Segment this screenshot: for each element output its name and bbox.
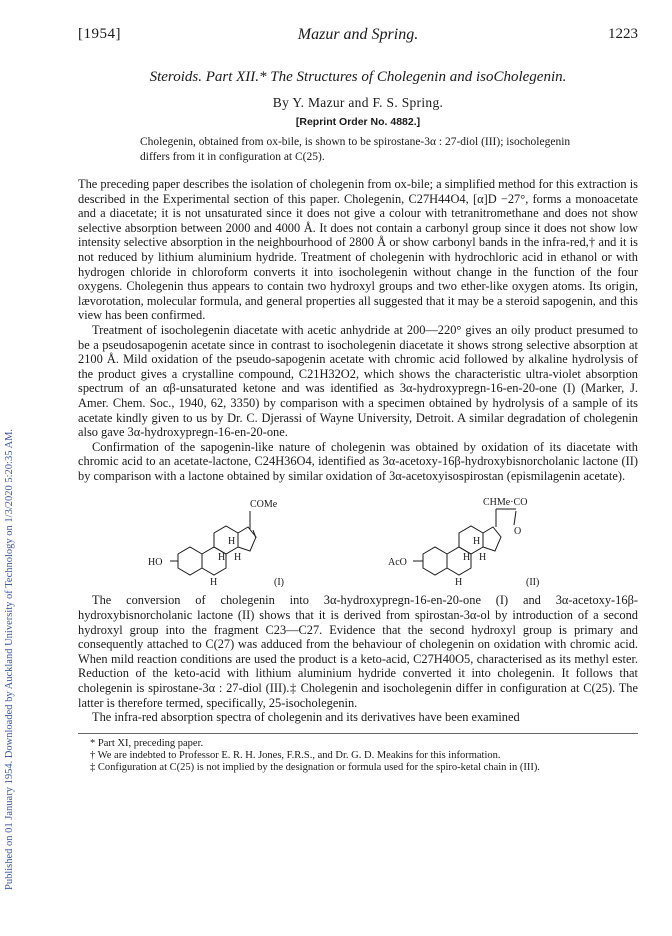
ring-a bbox=[178, 547, 202, 575]
footnote: † We are indebted to Professor E. R. H. Jones, F.R.S., and Dr. G. D. Meakins for this information. bbox=[90, 749, 501, 761]
footnote: ‡ Configuration at C(25) is not implied by the designation or formula used for the spiro-ketal chain in (III). bbox=[90, 761, 540, 773]
structure-diagrams bbox=[78, 489, 638, 589]
article-authors: By Y. Mazur and F. S. Spring. bbox=[272, 95, 444, 110]
paragraph: The conversion of cholegenin into 3α-hydroxypregn-16-en-20-one (I) and 3α-acetoxy-16β-hydroxybisnorcholanic lactone (II) shows that it is derived from spirostan-3α-ol by introduction of a second hydroxyl group into the fragment C23—C27. Evidence that the second hydroxyl group is primary and consequently attached to C(27) was adduced from the behaviour of cholegenin on oxidation with chromic acid. When mild reaction conditions are used the product is a keto-acid, C27H40O5, characterised as its methyl ester. Reduction of the keto-acid with lithium aluminium hydride converted it into cholegenin. It follows that cholegenin is spirostane-3α : 27-diol (III).‡ Cholegenin and isocholegenin differ in configuration at C(25). The latter is therefore termed, specifically, 25-isocholegenin. bbox=[78, 593, 638, 710]
mol2-compound-label: (II) bbox=[526, 577, 540, 589]
mol2-ring-oxygen: O bbox=[514, 526, 522, 538]
mol1-compound-label: (I) bbox=[274, 577, 284, 589]
page-number: 1223 bbox=[608, 26, 638, 42]
reprint-order: [Reprint Order No. 4882.] bbox=[295, 116, 421, 128]
structure-figure bbox=[78, 489, 638, 589]
mol1-h-label: H bbox=[234, 552, 242, 564]
mol2-substituent: CHMe·CO bbox=[483, 497, 528, 509]
article-title: Steroids. Part XII.* The Structures of Cholegenin and isoCholegenin. bbox=[149, 69, 567, 85]
download-watermark-text: Published on 01 January 1954. Downloaded by Auckland University of Technology on 1/3/2020 5:20:35 AM. bbox=[4, 428, 15, 890]
footnote: * Part XI, preceding paper. bbox=[90, 737, 204, 749]
running-header bbox=[78, 26, 638, 48]
abstract: Cholegenin, obtained from ox-bile, is shown to be spirostane-3α : 27-diol (III); isocholegenin differs from it in configuration at C(25). bbox=[140, 136, 571, 163]
footnotes bbox=[78, 733, 638, 774]
mol2-aco-label: AcO bbox=[388, 557, 407, 569]
mol2-h-label: H bbox=[463, 552, 471, 564]
paragraph: Confirmation of the sapogenin-like nature of cholegenin was obtained by oxidation of its diacetate with chromic acid to an acetate-lactone, C24H36O4, identified as 3α-acetoxy-16β-hydroxybisnorcholanic lactone (II) by comparison with a lactone obtained by similar oxidation of 3α-acetoxyisospirostan (epismilagenin acetate). bbox=[78, 439, 638, 483]
mol2-h-label: H bbox=[479, 552, 487, 564]
ring-a bbox=[423, 547, 447, 575]
paragraph: Treatment of isocholegenin diacetate with acetic anhydride at 200—220° gives an oily product presumed to be a pseudosapogenin acetate since in contrast to isocholegenin diacetate it shows strong selective absorption at 2100 Å. Mild oxidation of the pseudo-sapogenin acetate with chromic acid followed by alkaline hydrolysis of the product gives a crystalline compound, C21H32O2, which shows the characteristic ultra-violet absorption spectrum of an αβ-unsaturated ketone and was identified as 3α-hydroxypregn-16-en-20-one (I) (Marker, J. Amer. Chem. Soc., 1940, 62, 3350) by comparison with a specimen obtained by hydrolysis of a sample of its acetate kindly given to us by Dr. C. Djerassi of Wayne University, Detroit. A similar degradation of cholegenin also gave 3α-hydroxypregn-16-en-20-one. bbox=[78, 322, 638, 440]
journal-page bbox=[78, 26, 638, 774]
running-title: Mazur and Spring. bbox=[297, 26, 419, 43]
mol1-substituent: COMe bbox=[250, 499, 278, 511]
paragraph: The preceding paper describes the isolation of cholegenin from ox-bile; a simplified method for this extraction is described in the Experimental section of this paper. Cholegenin, C27H44O4, [α]D −27°, forms a monoacetate and a diacetate; it is not unsaturated since it does not give a colour with tetranitromethane and does not show selective absorption between 2000 and 4000 Å. It does not contain a carbonyl group since it does not show low intensity selective absorption in the neighbourhood of 2800 Å or show carbonyl bands in the infra-red,† and it is not reduced by lithium aluminium hydride. Treatment of cholegenin with hydrochloric acid in ethanol or with hydrogen chloride in chloroform converts it into isocholegenin without change in the function of the four oxygens. Cholegenin thus appears to contain two hydroxyl groups and two ether-like oxygen atoms. Its origin, lævorotation, molecular formula, and general properties all suggested that it may be a steroid sapogenin, and this view has been confirmed. bbox=[78, 177, 638, 323]
mol1-h-label: H bbox=[228, 536, 236, 548]
paragraph: The infra-red absorption spectra of cholegenin and its derivatives have been examined bbox=[92, 710, 520, 725]
journal-year: [1954] bbox=[78, 26, 121, 42]
mol1-h-label: H bbox=[210, 577, 218, 589]
mol1-h-label: H bbox=[218, 552, 226, 564]
mol2-h-label: H bbox=[455, 577, 463, 589]
mol1-ho-label: HO bbox=[148, 557, 163, 569]
lactone-bond bbox=[514, 511, 516, 525]
download-watermark bbox=[2, 90, 18, 890]
article-body bbox=[78, 177, 638, 725]
mol2-h-label: H bbox=[473, 536, 481, 548]
ring-d bbox=[483, 527, 501, 551]
